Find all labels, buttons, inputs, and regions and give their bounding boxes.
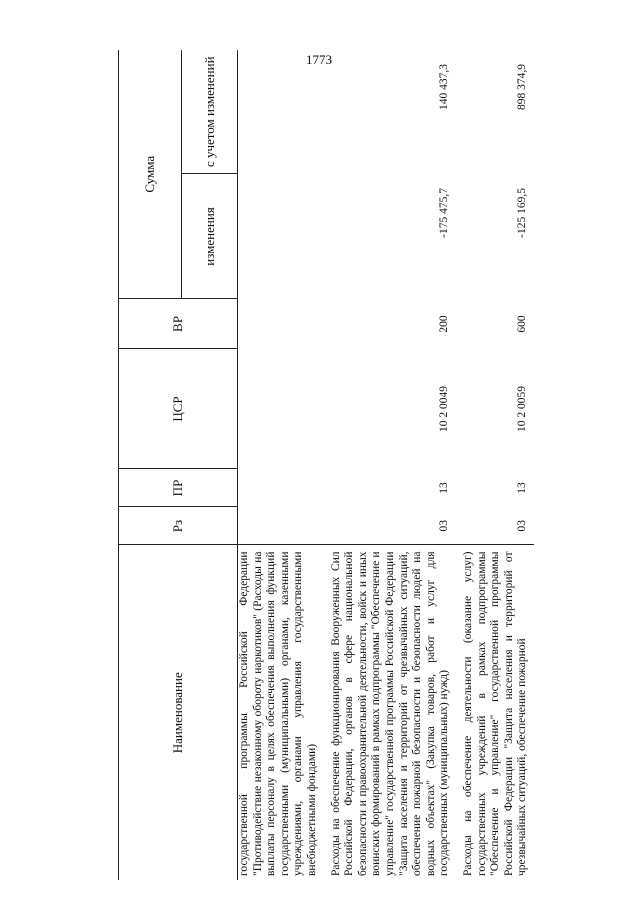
row-change <box>238 174 324 299</box>
header-name: Наименование <box>119 545 238 880</box>
row-csr: 10 2 0049 <box>437 386 450 432</box>
row-pr: 13 <box>437 482 450 494</box>
header-rz: Рз <box>119 507 238 545</box>
header-pr: ПР <box>119 469 238 507</box>
row-pr: 13 <box>515 482 528 494</box>
rotated-budget-table <box>118 50 578 880</box>
header-csr: ЦСР <box>119 349 238 469</box>
table-row <box>324 50 456 880</box>
row-rz: 03 <box>515 520 528 532</box>
header-with-change: с учетом изменений <box>182 50 238 174</box>
row-csr <box>238 349 324 469</box>
row-name: Расходы на обеспечение деятельности (оказание услуг) государственных учреждений в рамках подпрограммы "Обеспечение и управление" государственной программы Российской Федерации "Защита населения и территорий от чрезвычайных ситуаций, обеспечение пожарной <box>456 545 534 880</box>
row-vr: 600 <box>515 315 528 333</box>
row-change: -125 169,5 <box>515 188 528 238</box>
table-row <box>238 50 324 880</box>
row-name: государственной программы Российской Федерации "Противодействие незаконному обороту наркотиков" (Расходы на выплаты персоналу в целях обеспечения выполнения функций государственными (муниципальными) органами, казенными учреждениями, органами управления государственными внебюджетными фондами) <box>238 545 324 880</box>
row-vr <box>238 299 324 349</box>
row-vr: 200 <box>437 315 450 333</box>
row-with-change <box>238 50 324 174</box>
row-with-change: 140 437,3 <box>437 64 450 110</box>
row-name: Расходы на обеспечение функционирования Вооруженных Сил Российской Федерации, органов в сфере национальной безопасности и правоохранительной деятельности, войск и иных воинских формирований в рамках подпрограммы "Обеспечение и управление" государственной программы Российской Федерации "Защита населения и территорий от чрезвычайных ситуаций, обеспечение пожарной безопасности и безопасности людей на водных объектах" (Закупка товаров, работ и услуг для государственных (муниципальных) нужд) <box>324 545 456 880</box>
table-row <box>456 50 534 880</box>
row-with-change: 898 374,9 <box>515 64 528 110</box>
header-vr: ВР <box>119 299 238 349</box>
header-sum: Сумма <box>119 50 182 299</box>
row-pr <box>238 469 324 507</box>
row-rz <box>238 507 324 545</box>
budget-table <box>118 50 534 880</box>
row-rz: 03 <box>437 520 450 532</box>
header-change: изменения <box>182 174 238 299</box>
row-change: -175 475,7 <box>437 188 450 238</box>
row-csr: 10 2 0059 <box>515 386 528 432</box>
page-number: 1773 <box>306 52 332 67</box>
